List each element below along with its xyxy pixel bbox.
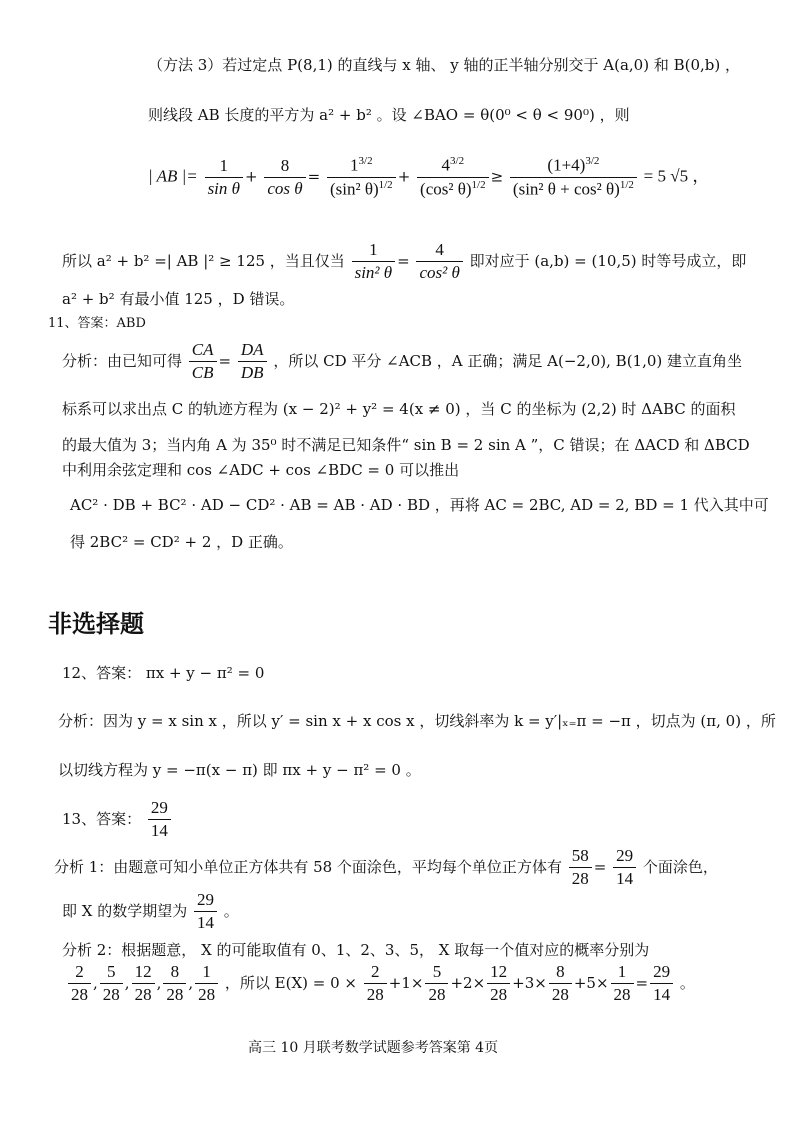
q12-answer: 12、答案： πx + y − π² = 0 bbox=[62, 664, 265, 682]
formula-lhs: | AB |= bbox=[148, 166, 198, 186]
q13-analysis1-line2: 即 X 的数学期望为 $\frac{29}{14}$ 。 bbox=[62, 890, 239, 933]
q13-answer-label: 13、答案： bbox=[62, 809, 142, 828]
q12-line1: 分析：因为 y = x sin x ，所以 y′ = sin x + x cos x ，切线斜率为 k = y′|ₓ₌π = −π ，切点为 (π, 0) ，所 bbox=[58, 712, 776, 730]
method3-line4: 所以 a² + b² =| AB |² ≥ 125 ，当且仅当 $\frac{1}{\text{sin² θ}}$ = $\frac{4}{\text{cos² θ}}$ 即对应于 (a,b) = (10,5) 时等号成立，即 bbox=[62, 240, 747, 283]
method3-line5: a² + b² 有最小值 125 ，D 错误。 bbox=[62, 290, 295, 308]
section-title: 非选择题 bbox=[48, 610, 144, 638]
q13-answer: 13、答案： $\frac{29}{14}$ bbox=[62, 798, 173, 842]
q12-line2: 以切线方程为 y = −π(x − π) 即 πx + y − π² = 0 。 bbox=[58, 761, 421, 779]
line4-prefix: 所以 a² + b² =| AB |² ≥ 125 ，当且仅当 bbox=[62, 251, 345, 270]
method3-line1: （方法 3）若过定点 P(8,1) 的直线与 x 轴、 y 轴的正半轴分别交于 A(a,0) 和 B(0,b) ， bbox=[148, 56, 741, 74]
q11-line3: 的最大值为 3；当内角 A 为 35⁰ 时不满足已知条件“ sin B = 2 sin A ”，C 错误；在 ΔACD 和 ΔBCD bbox=[62, 436, 750, 454]
q11-line6: 得 2BC² = CD² + 2 ，D 正确。 bbox=[70, 533, 293, 551]
q11-line1-prefix: 分析：由已知可得 bbox=[62, 351, 183, 370]
q13-analysis2-line2: $\frac{2}{28}$ , $\frac{5}{28}$ , $\frac{12}{28}$ , $\frac{8}{28}$ , $\frac{1}{28}$ ，所以 E(X) = 0 × $\frac{2}{28}$ +1× $\frac{5}{28}$ +2× $\frac{12}{28}$ +3× $\frac{8}{28}$ +5× $\frac{1}{28}$ = $\frac{29}{14}$ 。 bbox=[66, 962, 695, 1006]
q11-line2: 标系可以求出点 C 的轨迹方程为 (x − 2)² + y² = 4(x ≠ 0) ，当 C 的坐标为 (2,2) 时 ΔABC 的面积 bbox=[62, 400, 736, 418]
method3-line2: 则线段 AB 长度的平方为 a² + b² 。设 ∠BAO = θ(0⁰ < θ < 90⁰) ，则 bbox=[148, 106, 630, 124]
q13-analysis1-suffix: 个面涂色， bbox=[642, 857, 718, 876]
analysis2-end: 。 bbox=[679, 973, 695, 992]
q13-analysis2-line1: 分析 2：根据题意， X 的可能取值有 0、1、2、3、5， X 取每一个值对应的概率分别为 bbox=[62, 941, 650, 959]
q13-analysis1-prefix: 分析 1：由题意可知小单位正方体共有 58 个面涂色，平均每个单位正方体有 bbox=[54, 857, 562, 876]
analysis2-mid: ，所以 E(X) = 0 × bbox=[224, 973, 357, 992]
method3-formula: | AB |= $\frac{1}{\text{sin θ}}$ + $\frac{8}{\text{cos θ}}$ = $\frac{1^{3/2}}{(\sin^2 \theta)^{1/2}}$ + $\frac{4^{3/2}}{(\cos^2 \theta)^{1/2}}$ ≥ $\frac{(1+4)^{3/2}}{(\sin^2 \theta + \cos^2 \theta)^{1/2}}$ = 5 √5 ， bbox=[148, 155, 710, 199]
formula-tail: = 5 √5 ， bbox=[643, 166, 710, 186]
expectation-end: 。 bbox=[223, 901, 239, 920]
q11-answer: 11、答案：ABD bbox=[48, 316, 146, 331]
q11-line1: 分析：由已知可得 $\frac{CA}{CB}$ = $\frac{DA}{DB}$ ，所以 CD 平分 ∠ACB ，A 正确；满足 A(−2,0), B(1,0) 建立直角坐 bbox=[62, 340, 743, 383]
q11-line5: AC² · DB + BC² · AD − CD² · AB = AB · AD · BD ，再将 AC = 2BC, AD = 2, BD = 1 代入其中可 bbox=[70, 496, 769, 514]
q13-analysis1: 分析 1：由题意可知小单位正方体共有 58 个面涂色，平均每个单位正方体有 $\frac{58}{28}$ = $\frac{29}{14}$ 个面涂色， bbox=[54, 846, 718, 889]
page-footer: 高三 10 月联考数学试题参考答案第 4页 bbox=[248, 1040, 499, 1056]
line4-suffix: 即对应于 (a,b) = (10,5) 时等号成立，即 bbox=[469, 251, 747, 270]
q11-line4: 中利用余弦定理和 cos ∠ADC + cos ∠BDC = 0 可以推出 bbox=[62, 461, 460, 479]
expectation-text: 即 X 的数学期望为 bbox=[62, 901, 188, 920]
q11-line1-suffix: ，所以 CD 平分 ∠ACB ，A 正确；满足 A(−2,0), B(1,0) 建立直角坐 bbox=[273, 351, 743, 370]
